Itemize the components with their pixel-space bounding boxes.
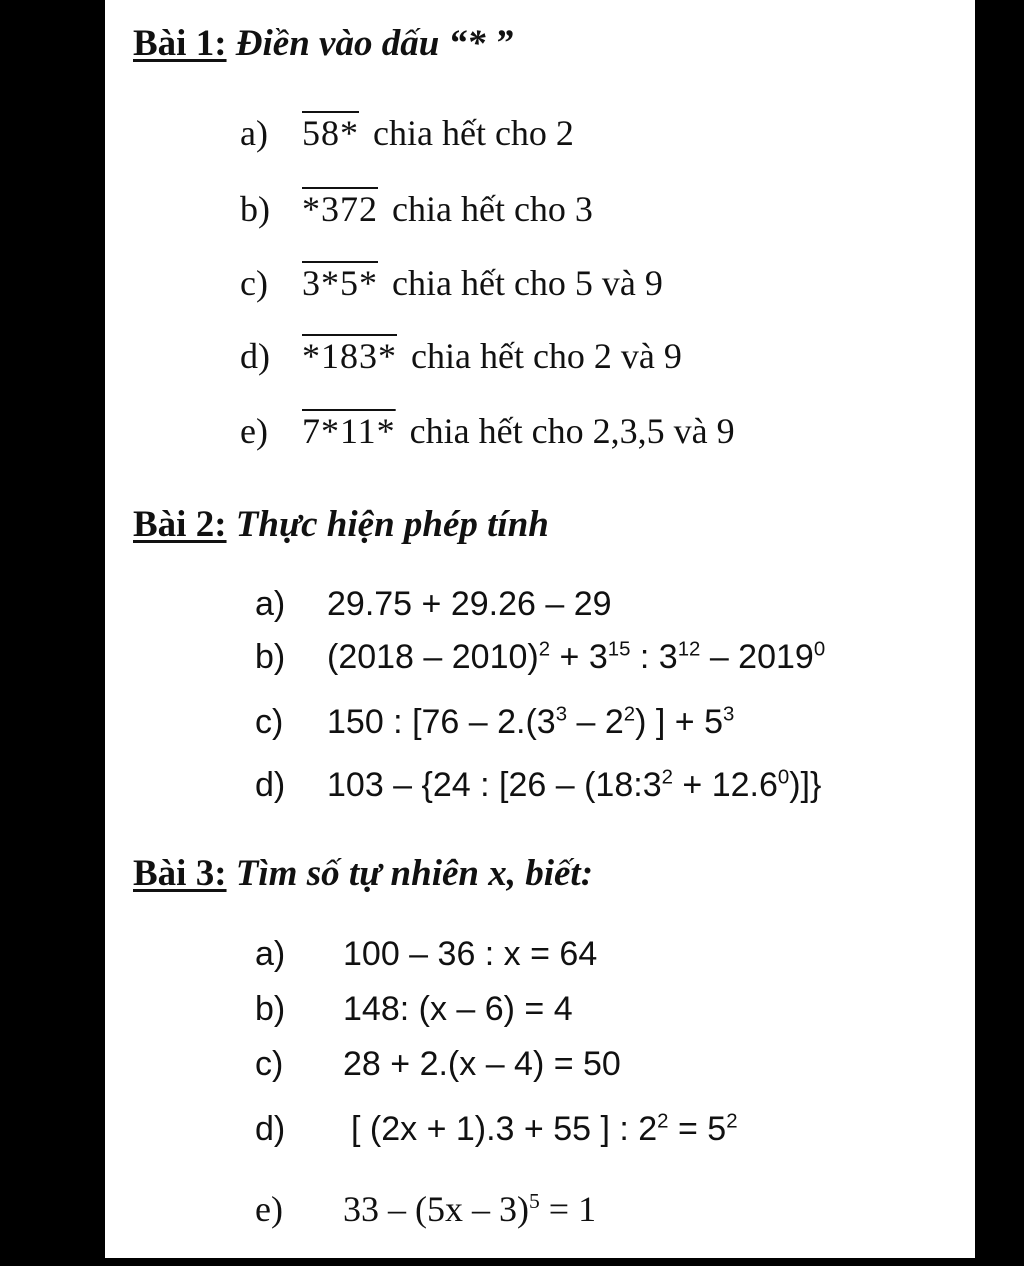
item-label: d) (255, 1110, 286, 1148)
bai1-title: Điền vào dấu “* ” (235, 23, 514, 64)
bai1-label: Bài 1: (133, 23, 227, 64)
bai2-item-c (255, 703, 734, 742)
worksheet-page (105, 0, 975, 1258)
overlined-number: 3*5* (302, 263, 378, 303)
bai3-item-c (255, 1045, 621, 1084)
equation: 33 – (5x – 3)$^5$ = 1 (343, 1189, 597, 1229)
item-label: b) (255, 638, 286, 676)
bai1-heading (133, 22, 513, 65)
equation: 28 + 2.(x – 4) = 50 (343, 1045, 621, 1083)
item-label: c) (255, 703, 284, 741)
bai3-item-e (255, 1188, 596, 1230)
bai2-item-b (255, 638, 825, 677)
bai2-item-d (255, 766, 821, 805)
item-text: chia hết cho 3 (392, 189, 593, 229)
equation: 100 – 36 : x = 64 (343, 935, 598, 973)
item-label: a) (255, 585, 286, 623)
bai1-item-b (240, 188, 593, 230)
item-label: a) (240, 113, 268, 153)
bai3-item-d (255, 1110, 738, 1149)
overlined-number: *372 (302, 189, 378, 229)
equation: 148: (x – 6) = 4 (343, 990, 573, 1028)
bai1-item-c (240, 262, 663, 304)
item-label: b) (255, 990, 286, 1028)
item-label: e) (240, 411, 268, 451)
bai3-title: Tìm số tự nhiên x, biết: (235, 853, 594, 894)
bai3-heading (133, 852, 593, 895)
item-label: b) (240, 189, 270, 229)
expression: $(2018 - 2010)^2 + 3^{15}$ : $3^{12} - 2019^0$ (327, 638, 826, 676)
bai2-label: Bài 2: (133, 504, 227, 545)
bai3-item-b (255, 990, 573, 1029)
bai3-item-a (255, 935, 597, 974)
item-label: d) (240, 336, 270, 376)
item-text: chia hết cho 2 và 9 (411, 336, 682, 376)
expression: 103 – {24 : $[26 - (18:3^2 + 12.6^0)]$} (327, 766, 822, 804)
item-label: e) (255, 1189, 283, 1229)
item-label: d) (255, 766, 286, 804)
overlined-number: 7*11* (302, 411, 396, 451)
bai1-item-d (240, 335, 682, 377)
bai2-heading (133, 503, 549, 546)
item-label: c) (255, 1045, 284, 1083)
item-text: chia hết cho 5 và 9 (392, 263, 663, 303)
item-label: a) (255, 935, 286, 973)
bai2-title: Thực hiện phép tính (235, 504, 549, 545)
overlined-number: *183* (302, 336, 397, 376)
equation: [ (2x + 1).3 + 55 ] : $2^2 = 5^2$ (351, 1110, 738, 1148)
bai3-label: Bài 3: (133, 853, 227, 894)
expression: 29.75 + 29.26 – 29 (327, 585, 612, 623)
bai1-item-a (240, 112, 574, 154)
item-text: chia hết cho 2 (373, 113, 574, 153)
item-label: c) (240, 263, 268, 303)
item-text: chia hết cho 2,3,5 và 9 (409, 411, 735, 451)
overlined-number: 58* (302, 113, 359, 153)
expression: 150 : [$76 - 2.(3^3 - 2^2)$ ] + $5^3$ (327, 703, 735, 741)
bai2-item-a (255, 585, 612, 624)
bai1-item-e (240, 410, 735, 452)
